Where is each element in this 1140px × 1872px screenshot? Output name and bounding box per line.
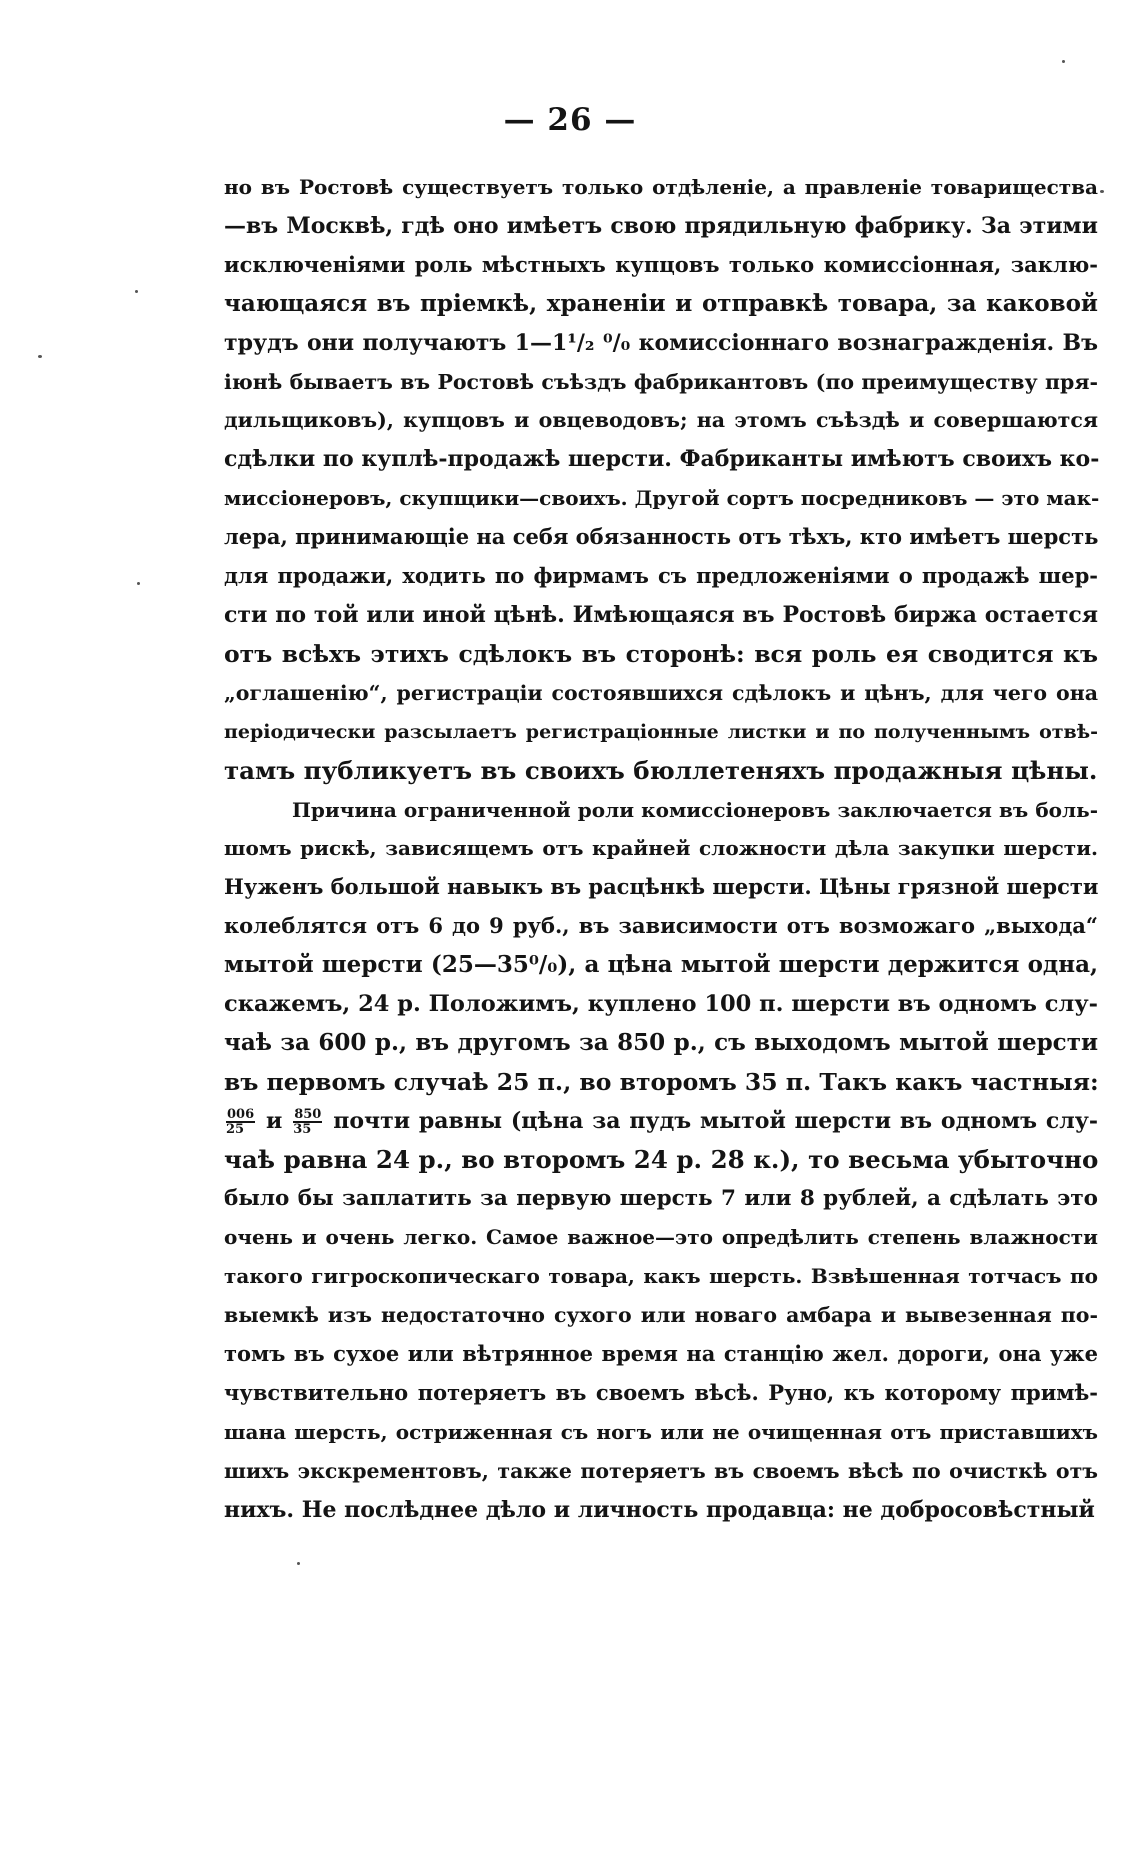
text-line: для продажи, ходить по фирмамъ съ предложеніями о продажѣ шер- bbox=[224, 563, 1098, 589]
text-line: шана шерсть, остриженная съ ногъ или не очищенная отъ приставшихъ bbox=[224, 1420, 1098, 1444]
scan-speck bbox=[135, 290, 138, 293]
fraction: $\frac{006}{25}$ bbox=[226, 1106, 255, 1137]
text-line: тамъ публикуетъ въ своихъ бюллетеняхъ продажныя цѣны. bbox=[224, 755, 1098, 785]
text-line: $\frac{006}{25}$ и $\frac{850}{35}$ почти равны (цѣна за пудъ мытой шерсти въ одномъ слу- bbox=[226, 1106, 1098, 1137]
text-line: періодически разсылаетъ регистраціонные листки и по полученнымъ отвѣ- bbox=[224, 720, 1098, 743]
text-line: миссіонеровъ, скупщики—своихъ. Другой сортъ посредниковъ — это мак- bbox=[224, 486, 1100, 511]
text-line: шомъ рискѣ, зависящемъ отъ крайней сложности дѣла закупки шерсти. bbox=[224, 836, 1098, 861]
text-line: Причина ограниченной роли комиссіонеровъ заключается въ боль- bbox=[292, 797, 1098, 822]
scan-speck bbox=[38, 355, 42, 358]
text-line: чающаяся въ пріемкѣ, храненіи и отправкѣ товара, за каковой bbox=[224, 289, 1098, 317]
text-line: колеблятся отъ 6 до 9 руб., въ зависимости отъ возможаго „выхода“ bbox=[224, 913, 1098, 939]
text-line: мытой шерсти (25—35⁰/₀), а цѣна мытой шерсти держится одна, bbox=[224, 951, 1098, 979]
text-line: скажемъ, 24 р. Положимъ, куплено 100 п. шерсти въ одномъ слу- bbox=[224, 991, 1098, 1018]
text-line: томъ въ сухое или вѣтрянное время на станцію жел. дороги, она уже bbox=[224, 1341, 1098, 1367]
text-line: сдѣлки по куплѣ-продажѣ шерсти. Фабриканты имѣютъ своихъ ко- bbox=[224, 446, 1100, 473]
body-text bbox=[224, 168, 1098, 1530]
text-line: такого гигроскопическаго товара, какъ шерсть. Взвѣшенная тотчасъ по bbox=[224, 1264, 1098, 1289]
scan-speck bbox=[297, 1562, 300, 1565]
text-line: іюнѣ бываетъ въ Ростовѣ съѣздъ фабрикантовъ (по преимуществу пря- bbox=[224, 369, 1098, 394]
text-line: но въ Ростовѣ существуетъ только отдѣленіе, а правленіе товарищества bbox=[224, 175, 1098, 199]
text-line: —въ Москвѣ, гдѣ оно имѣетъ свою прядильную фабрику. За этими bbox=[224, 212, 1098, 239]
text-line: Нуженъ большой навыкъ въ расцѣнкѣ шерсти. Цѣны грязной шерсти bbox=[224, 874, 1099, 900]
scan-speck bbox=[1062, 60, 1065, 63]
scan-speck bbox=[1100, 190, 1104, 193]
text-line: трудъ они получаютъ 1—1¹/₂ ⁰/₀ комиссіоннаго вознагражденія. Въ bbox=[224, 329, 1098, 356]
scan-speck bbox=[137, 582, 140, 585]
text-line: нихъ. Не послѣднее дѣло и личность продавца: не добросовѣстный bbox=[224, 1496, 1095, 1523]
text-line: исключеніями роль мѣстныхъ купцовъ только комиссіонная, заклю- bbox=[224, 251, 1098, 277]
text-line: чаѣ равна 24 р., во второмъ 24 р. 28 к.), то весьма убыточно bbox=[224, 1144, 1099, 1174]
text-line: чувствительно потеряетъ въ своемъ вѣсѣ. Руно, къ которому примѣ- bbox=[224, 1380, 1098, 1406]
text-line: дильщиковъ), купцовъ и овцеводовъ; на этомъ съѣздѣ и совершаются bbox=[224, 408, 1098, 433]
text-line: лера, принимающіе на себя обязанность отъ тѣхъ, кто имѣетъ шерсть bbox=[224, 524, 1099, 550]
text-line: очень и очень легко. Самое важное—это опредѣлить степень влажности bbox=[224, 1225, 1098, 1250]
text-line: было бы заплатить за первую шерсть 7 или 8 рублей, а сдѣлать это bbox=[224, 1185, 1098, 1211]
text-line: сти по той или иной цѣнѣ. Имѣющаяся въ Ростовѣ биржа остается bbox=[224, 601, 1098, 628]
text-line: въ первомъ случаѣ 25 п., во второмъ 35 п. Такъ какъ частныя: bbox=[224, 1067, 1099, 1096]
page-number: — 26 — bbox=[503, 102, 637, 138]
text-line: выемкѣ изъ недостаточно сухого или новаго амбара и вывезенная по- bbox=[224, 1303, 1098, 1328]
text-line: чаѣ за 600 р., въ другомъ за 850 р., съ выходомъ мытой шерсти bbox=[224, 1028, 1098, 1056]
text-line: шихъ экскрементовъ, также потеряетъ въ своемъ вѣсѣ по очисткѣ отъ bbox=[224, 1458, 1098, 1483]
fraction: $\frac{850}{35}$ bbox=[293, 1106, 322, 1137]
text-line: „оглашенію“, регистраціи состоявшихся сдѣлокъ и цѣнъ, для чего она bbox=[224, 680, 1098, 705]
text-line: отъ всѣхъ этихъ сдѣлокъ въ сторонѣ: вся роль ея сводится къ bbox=[224, 639, 1098, 668]
